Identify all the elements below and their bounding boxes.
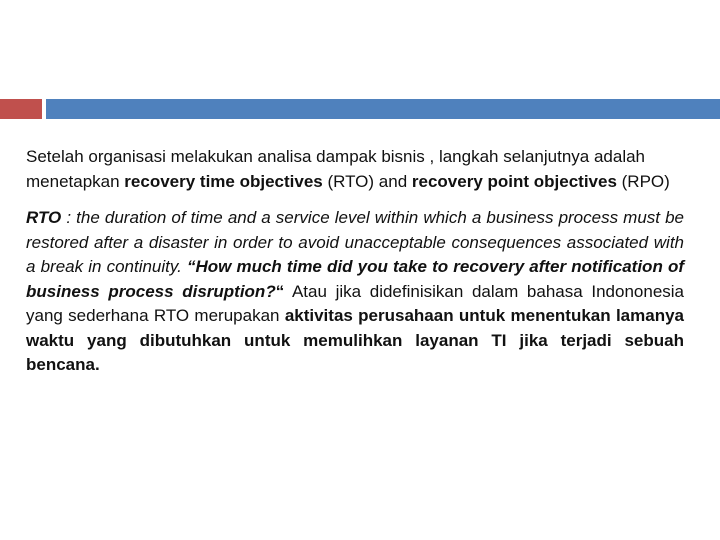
- closing-quote: “: [275, 281, 285, 301]
- intro-text-2: (RTO) and: [322, 171, 412, 191]
- rto-definition-text: : the duration of time and a service level within which a business process must be restored after a disaster in order to avoid unacceptable consequences associated with a break in continuity.: [26, 208, 684, 276]
- rto-question: “How much time did you take to recovery after notification of business process disruption?: [26, 257, 684, 301]
- paragraph-intro: [26, 145, 684, 194]
- rto-label: RTO: [26, 208, 62, 227]
- term-rpo: recovery point objectives: [411, 171, 617, 191]
- rto-indonesian-bold: aktivitas perusahaan untuk menentukan lamanya waktu yang dibutuhkan untuk memulihkan layanan TI jika terjadi sebuah bencana.: [26, 306, 684, 374]
- intro-text-1: Setelah organisasi melakukan analisa dampak bisnis , langkah selanjutnya adalah menetapkan: [26, 147, 646, 191]
- intro-text-3: (RPO): [616, 171, 670, 191]
- term-rto: recovery time objectives: [124, 171, 323, 191]
- rto-indonesian-text: Atau jika didefinisikan dalam bahasa Indononesia yang sederhana RTO merupakan: [26, 281, 685, 325]
- paragraph-rto-definition: [26, 206, 684, 378]
- accent-bar-red: [0, 99, 42, 119]
- accent-bar-blue: [46, 99, 720, 119]
- slide-body: [26, 145, 684, 378]
